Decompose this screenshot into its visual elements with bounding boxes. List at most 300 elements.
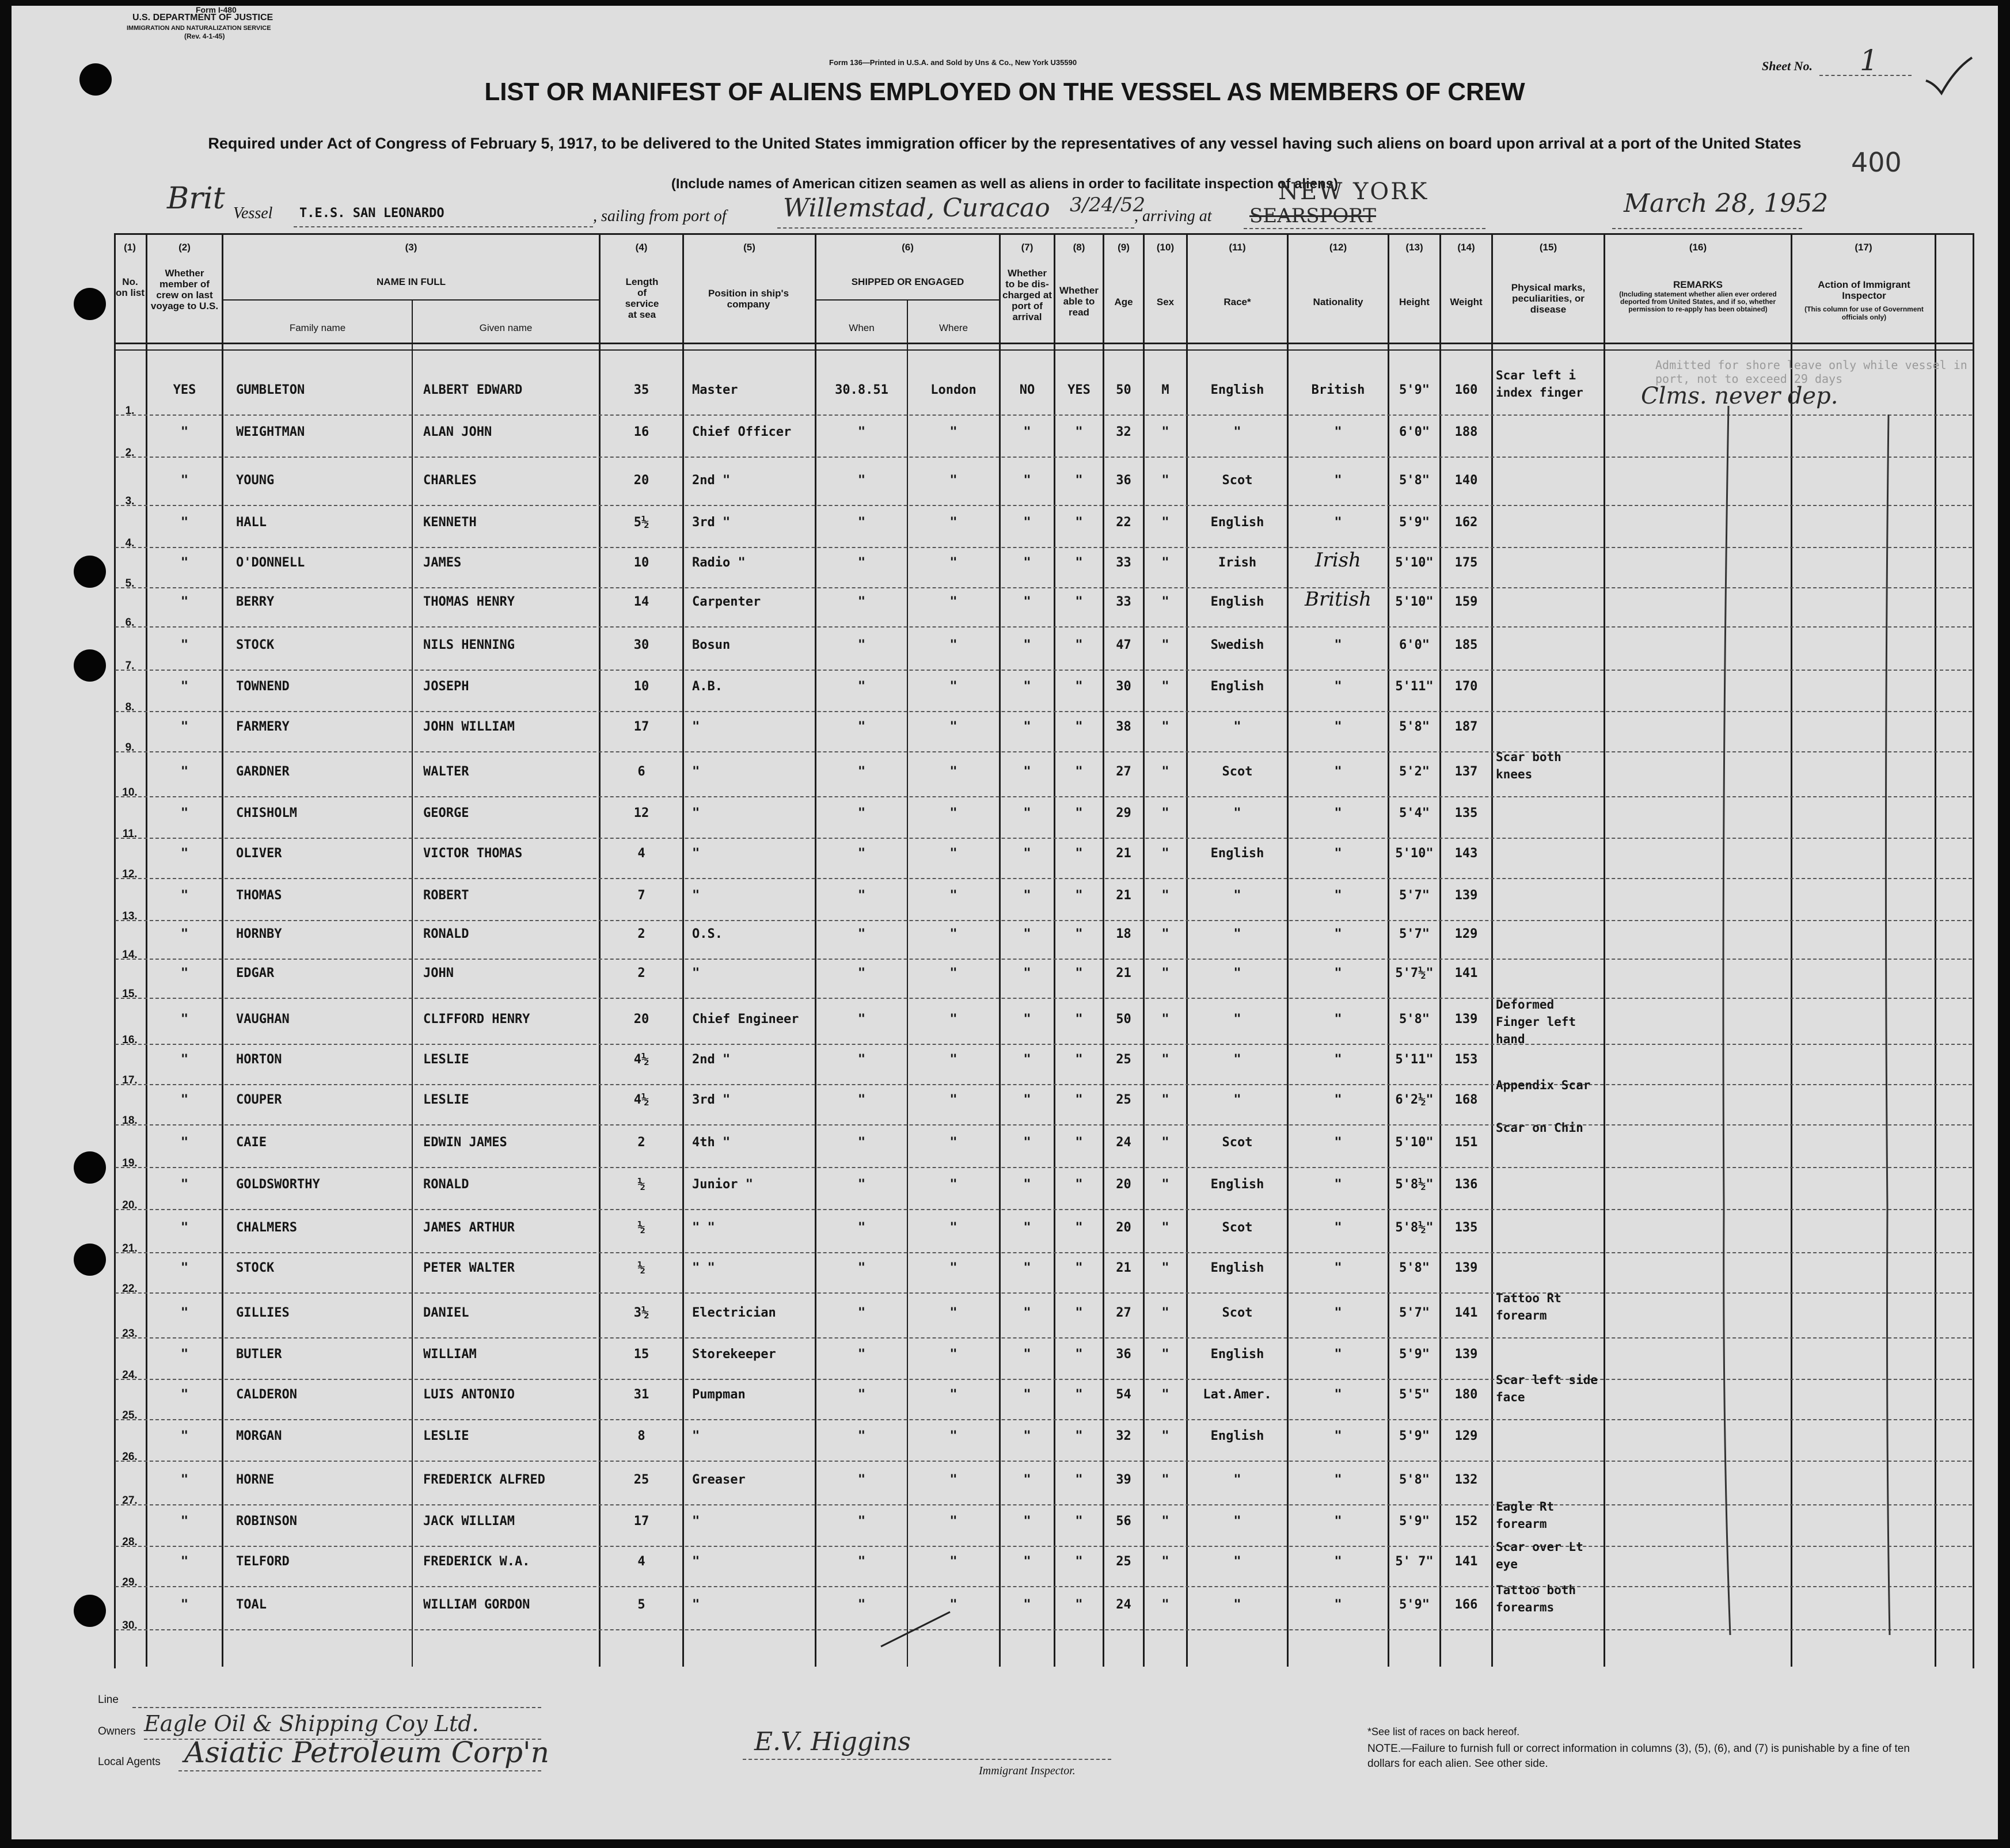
cell-discharged: " [1023, 1347, 1031, 1362]
cell-height: 6'2½" [1395, 1093, 1434, 1107]
row-number: 7. [125, 660, 135, 672]
col13-num: (13) [1405, 242, 1423, 253]
punch-hole [74, 556, 106, 588]
cell-read: " [1075, 515, 1083, 530]
cell-position: Pumpman [692, 1387, 746, 1402]
cell-height: 5'8½" [1395, 1220, 1434, 1235]
cell-given: FREDERICK ALFRED [423, 1473, 545, 1487]
col16-label: REMARKS [1673, 279, 1723, 290]
cell-when: " [857, 638, 866, 652]
col4-num: (4) [635, 242, 648, 253]
cell-service: 17 [633, 720, 649, 734]
cell-read: " [1075, 720, 1083, 734]
cell-when: " [857, 556, 866, 570]
cell-voyage: " [180, 720, 189, 734]
cell-where: " [949, 1261, 957, 1275]
cell-read: " [1075, 1387, 1083, 1402]
cell-nationality: " [1334, 1347, 1342, 1362]
cell-read: " [1075, 425, 1083, 439]
cell-discharged: " [1023, 1052, 1031, 1067]
cell-nationality: " [1334, 1387, 1342, 1402]
cell-height: 5'7" [1399, 888, 1430, 903]
cell-nationality: " [1334, 1598, 1342, 1612]
cell-given: LESLIE [423, 1429, 469, 1443]
cell-read: " [1075, 806, 1083, 820]
col2-label: Whether member of crew on last voyage to U.S. [150, 268, 219, 311]
cell-race: English [1210, 1177, 1264, 1192]
cell-family: STOCK [236, 638, 275, 652]
cell-sex: " [1161, 595, 1169, 609]
cell-voyage: " [180, 1387, 189, 1402]
cell-position: 2nd " [692, 473, 731, 488]
inspector-label: Immigrant Inspector. [979, 1765, 1076, 1777]
line-label: Line [98, 1694, 119, 1706]
cell-height: 5'11" [1395, 679, 1434, 694]
cell-race: Swedish [1210, 638, 1264, 652]
arriving-struck: SEARSPORT [1249, 204, 1376, 227]
cell-sex: " [1161, 1347, 1169, 1362]
cell-height: 5'11" [1395, 1052, 1434, 1067]
cell-nationality: " [1334, 1306, 1342, 1320]
cell-race: Scot [1222, 1220, 1253, 1235]
row-rule [115, 1629, 1972, 1630]
col7-num: (7) [1021, 242, 1034, 253]
arrival-date: March 28, 1952 [1624, 189, 1829, 218]
col-divider [1143, 233, 1145, 1667]
cell-read: " [1075, 1220, 1083, 1235]
cell-race: " [1233, 888, 1241, 903]
cell-given: JOSEPH [423, 679, 469, 694]
cell-weight: 160 [1454, 383, 1478, 397]
cell-weight: 151 [1454, 1135, 1478, 1150]
col17-sub: (This column for use of Government officials only) [1804, 305, 1924, 321]
punch-hole [74, 1244, 106, 1276]
races-note: *See list of races on back hereof. [1367, 1726, 1520, 1737]
row-rule [115, 1084, 1972, 1085]
cell-when: " [857, 966, 866, 980]
cell-voyage: " [180, 473, 189, 488]
department: U.S. DEPARTMENT OF JUSTICE [132, 13, 273, 22]
cell-discharged: " [1023, 425, 1031, 439]
cell-sex: " [1161, 638, 1169, 652]
cell-position: " [692, 1429, 700, 1443]
cell-voyage: " [180, 1306, 189, 1320]
cell-discharged: " [1023, 1429, 1031, 1443]
cell-sex: " [1161, 1387, 1169, 1402]
cell-voyage: " [180, 1514, 189, 1528]
cell-nationality: British [1305, 588, 1371, 611]
cell-height: 5'8½" [1395, 1177, 1434, 1192]
cell-discharged: " [1023, 1261, 1031, 1275]
cell-family: BERRY [236, 595, 275, 609]
cell-discharged: " [1023, 888, 1031, 903]
cell-service: 16 [633, 425, 649, 439]
cell-family: TOWNEND [236, 679, 290, 694]
cell-when: 30.8.51 [835, 383, 888, 397]
cell-race: Scot [1222, 1135, 1253, 1150]
cell-age: 50 [1116, 1012, 1131, 1026]
cell-discharged: " [1023, 1012, 1031, 1026]
cell-race: " [1233, 1052, 1241, 1067]
cell-position: " [692, 765, 700, 779]
cell-weight: 188 [1454, 425, 1478, 439]
ditto-lines [1716, 403, 1906, 1641]
cell-where: " [949, 679, 957, 694]
col9-label: Age [1114, 296, 1133, 307]
printer-line: Form 136—Printed in U.S.A. and Sold by Uns & Co., New York U35590 [829, 58, 1077, 67]
row-rule [115, 1124, 1972, 1125]
cell-marks: Tattoo Rt forearm [1496, 1291, 1561, 1322]
cell-discharged: " [1023, 595, 1031, 609]
cell-read: " [1075, 1261, 1083, 1275]
where-header: Where [938, 322, 968, 333]
cell-given: CLIFFORD HENRY [423, 1012, 530, 1026]
cell-service: 12 [633, 806, 649, 820]
cell-read: " [1075, 1429, 1083, 1443]
row-number: 22. [122, 1283, 138, 1295]
cell-weight: 153 [1454, 1052, 1478, 1067]
cell-race: " [1233, 720, 1241, 734]
cell-service: 35 [633, 383, 649, 397]
cell-nationality: Irish [1315, 549, 1361, 572]
cell-weight: 162 [1454, 515, 1478, 530]
cell-voyage: " [180, 1554, 189, 1569]
col-divider [146, 233, 147, 1667]
cell-where: " [949, 1093, 957, 1107]
cell-age: 54 [1116, 1387, 1131, 1402]
cell-when: " [857, 1387, 866, 1402]
cell-age: 21 [1116, 1261, 1131, 1275]
row-number: 23. [122, 1328, 138, 1340]
cell-weight: 185 [1454, 638, 1478, 652]
cell-race: English [1210, 1347, 1264, 1362]
col15-num: (15) [1539, 242, 1557, 253]
row-number: 27. [122, 1495, 138, 1507]
remarks-stamp: Admitted for shore leave only while vessel in port, not to exceed 29 days [1655, 358, 1967, 386]
cell-position: Storekeeper [692, 1347, 776, 1362]
cell-discharged: " [1023, 720, 1031, 734]
cell-weight: 136 [1454, 1177, 1478, 1192]
cell-height: 6'0" [1399, 425, 1430, 439]
signature-underline [743, 1759, 1111, 1760]
cell-race: English [1210, 1261, 1264, 1275]
cell-given: JAMES ARTHUR [423, 1220, 515, 1235]
cell-sex: " [1161, 1220, 1169, 1235]
cell-family: BUTLER [236, 1347, 282, 1362]
cell-family: EDGAR [236, 966, 275, 980]
cell-where: " [949, 425, 957, 439]
cell-nationality: " [1334, 966, 1342, 980]
row-number: 10. [122, 786, 138, 798]
cell-nationality: " [1334, 515, 1342, 530]
cell-when: " [857, 765, 866, 779]
cell-voyage: " [180, 1135, 189, 1150]
row-rule [115, 1461, 1972, 1462]
cell-given: JAMES [423, 556, 462, 570]
cell-age: 21 [1116, 846, 1131, 861]
cell-service: 8 [637, 1429, 645, 1443]
cell-voyage: " [180, 1177, 189, 1192]
cell-where: " [949, 846, 957, 861]
cell-sex: " [1161, 473, 1169, 488]
cell-age: 56 [1116, 1514, 1131, 1528]
cell-height: 5'9" [1399, 515, 1430, 530]
cell-sex: " [1161, 806, 1169, 820]
cell-weight: 166 [1454, 1598, 1478, 1612]
cell-race: English [1210, 595, 1264, 609]
cell-where: " [949, 1012, 957, 1026]
col17-label: Action of Immigrant Inspector [1818, 279, 1910, 301]
cell-service: 25 [633, 1473, 649, 1487]
cell-voyage: " [180, 927, 189, 941]
cell-service: 5½ [633, 515, 649, 530]
cell-service: 2 [637, 966, 645, 980]
cell-discharged: " [1023, 806, 1031, 820]
cell-voyage: " [180, 1598, 189, 1612]
cell-sex: " [1161, 1306, 1169, 1320]
cell-service: 7 [637, 888, 645, 903]
cell-position: O.S. [692, 927, 723, 941]
name-subrule [222, 299, 599, 301]
cell-family: STOCK [236, 1261, 275, 1275]
cell-age: 33 [1116, 595, 1131, 609]
cell-weight: 152 [1454, 1514, 1478, 1528]
cell-read: " [1075, 966, 1083, 980]
row-rule [115, 959, 1972, 960]
cell-service: 5 [637, 1598, 645, 1612]
col6-label: SHIPPED OR ENGAGED [851, 276, 964, 287]
row-rule [115, 1292, 1972, 1294]
cell-race: English [1210, 1429, 1264, 1443]
cell-position: Greaser [692, 1473, 746, 1487]
cell-read: " [1075, 927, 1083, 941]
cell-voyage: " [180, 638, 189, 652]
cell-sex: " [1161, 966, 1169, 980]
cell-race: " [1233, 927, 1241, 941]
cell-read: " [1075, 1473, 1083, 1487]
cell-race: Scot [1222, 473, 1253, 488]
cell-discharged: " [1023, 1306, 1031, 1320]
cell-nationality: " [1334, 1093, 1342, 1107]
cell-where: " [949, 1220, 957, 1235]
cell-discharged: " [1023, 966, 1031, 980]
cell-service: 6 [637, 765, 645, 779]
col16-num: (16) [1689, 242, 1707, 253]
cell-service: 4 [637, 846, 645, 861]
cell-discharged: " [1023, 1220, 1031, 1235]
cell-family: VAUGHAN [236, 1012, 290, 1026]
row-number: 19. [122, 1157, 138, 1169]
cell-position: 4th " [692, 1135, 731, 1150]
cell-race: " [1233, 1093, 1241, 1107]
cell-nationality: " [1334, 638, 1342, 652]
cell-discharged: " [1023, 765, 1031, 779]
cell-marks: Scar both knees [1496, 750, 1561, 781]
col14-num: (14) [1457, 242, 1475, 253]
col5-num: (5) [743, 242, 755, 253]
cell-race: " [1233, 1514, 1241, 1528]
cell-height: 5'9" [1399, 1347, 1430, 1362]
agents-underline [178, 1770, 541, 1771]
row-rule [115, 838, 1972, 839]
cell-discharged: " [1023, 1598, 1031, 1612]
cell-race: " [1233, 1473, 1241, 1487]
row-number: 21. [122, 1242, 138, 1254]
cell-family: GUMBLETON [236, 383, 305, 397]
cell-voyage: " [180, 679, 189, 694]
manifest-page [12, 6, 1998, 1839]
cell-sex: " [1161, 679, 1169, 694]
col-divider [1103, 233, 1104, 1667]
row-number: 13. [122, 910, 138, 922]
cell-sex: " [1161, 1598, 1169, 1612]
cell-height: 5'10" [1395, 595, 1434, 609]
cell-when: " [857, 1052, 866, 1067]
cell-given: RONALD [423, 1177, 469, 1192]
cell-height: 5' 7" [1395, 1554, 1434, 1569]
row-number: 24. [122, 1369, 138, 1381]
cell-nationality: " [1334, 1052, 1342, 1067]
cell-where: " [949, 806, 957, 820]
cell-family: ROBINSON [236, 1514, 297, 1528]
cell-age: 21 [1116, 888, 1131, 903]
cell-age: 32 [1116, 425, 1131, 439]
cell-service: 10 [633, 679, 649, 694]
cell-given: LUIS ANTONIO [423, 1387, 515, 1402]
cell-height: 5'7" [1399, 927, 1430, 941]
cell-position: " [692, 1598, 700, 1612]
cell-family: HALL [236, 515, 267, 530]
row-number: 20. [122, 1199, 138, 1211]
cell-age: 30 [1116, 679, 1131, 694]
cell-age: 32 [1116, 1429, 1131, 1443]
cell-height: 6'0" [1399, 638, 1430, 652]
row-rule [115, 1209, 1972, 1210]
cell-given: WILLIAM GORDON [423, 1598, 530, 1612]
cell-height: 5'8" [1399, 1261, 1430, 1275]
cell-given: PETER WALTER [423, 1261, 515, 1275]
cell-where: " [949, 638, 957, 652]
cell-when: " [857, 806, 866, 820]
cell-family: MORGAN [236, 1429, 282, 1443]
row-rule [115, 1586, 1972, 1587]
cell-sex: " [1161, 1554, 1169, 1569]
cell-weight: 180 [1454, 1387, 1478, 1402]
cell-where: " [949, 1135, 957, 1150]
cell-voyage: " [180, 765, 189, 779]
cell-discharged: " [1023, 846, 1031, 861]
cell-discharged: " [1023, 1177, 1031, 1192]
col12-num: (12) [1329, 242, 1347, 253]
cell-given: ALAN JOHN [423, 425, 492, 439]
cell-read: " [1075, 1347, 1083, 1362]
cell-discharged: " [1023, 1473, 1031, 1487]
cell-sex: " [1161, 425, 1169, 439]
cell-position: Chief Officer [692, 425, 792, 439]
vessel-name: T.E.S. SAN LEONARDO [299, 206, 444, 220]
col-divider [1186, 233, 1188, 1667]
punch-hole [74, 288, 106, 320]
row-number: 17. [122, 1074, 138, 1086]
cell-voyage: " [180, 966, 189, 980]
cell-service: 20 [633, 473, 649, 488]
col1-label: No. on list [115, 276, 145, 298]
cell-voyage: " [180, 595, 189, 609]
cell-when: " [857, 1598, 866, 1612]
cell-read: " [1075, 595, 1083, 609]
cell-voyage: " [180, 515, 189, 530]
cell-weight: 175 [1454, 556, 1478, 570]
col15-label: Physical marks, peculiarities, or disease [1511, 282, 1586, 315]
col3-label: NAME IN FULL [377, 276, 446, 287]
col-divider [599, 233, 601, 1667]
cell-discharged: " [1023, 1554, 1031, 1569]
cell-nationality: " [1334, 1220, 1342, 1235]
cell-discharged: " [1023, 1135, 1031, 1150]
cell-height: 5'5" [1399, 1387, 1430, 1402]
cell-position: " [692, 720, 700, 734]
cell-nationality: " [1334, 1554, 1342, 1569]
cell-family: TELFORD [236, 1554, 290, 1569]
cell-weight: 139 [1454, 1261, 1478, 1275]
row-number: 14. [122, 949, 138, 961]
cell-position: Radio " [692, 556, 746, 570]
cell-when: " [857, 515, 866, 530]
cell-given: JOHN [423, 966, 454, 980]
cell-height: 5'9" [1399, 1429, 1430, 1443]
cell-service: 2 [637, 927, 645, 941]
sailing-underline [777, 227, 1134, 229]
cell-when: " [857, 1554, 866, 1569]
cell-marks: Scar left i index finger [1496, 368, 1583, 400]
cell-family: GARDNER [236, 765, 290, 779]
col-divider [682, 233, 684, 1667]
cell-nationality: " [1334, 1514, 1342, 1528]
cell-nationality: " [1334, 425, 1342, 439]
row-rule [115, 920, 1972, 921]
cell-race: Lat.Amer. [1203, 1387, 1272, 1402]
col10-num: (10) [1156, 242, 1175, 253]
cell-read: " [1075, 1306, 1083, 1320]
cell-where: " [949, 595, 957, 609]
cell-nationality: British [1311, 383, 1365, 397]
row-rule [115, 457, 1972, 458]
cell-discharged: " [1023, 556, 1031, 570]
col-divider [999, 233, 1001, 1667]
row-rule [115, 1044, 1972, 1045]
cell-discharged: " [1023, 1093, 1031, 1107]
row-rule [115, 1419, 1972, 1420]
row-rule [115, 1252, 1972, 1253]
cell-sex: M [1161, 383, 1169, 397]
cell-where: " [949, 927, 957, 941]
cell-marks: Tattoo both forearms [1496, 1583, 1576, 1614]
cell-height: 5'8" [1399, 1012, 1430, 1026]
cell-age: 33 [1116, 556, 1131, 570]
punch-hole [79, 63, 112, 96]
cell-voyage: " [180, 1052, 189, 1067]
cell-position: Junior " [692, 1177, 753, 1192]
col11-num: (11) [1229, 242, 1246, 253]
cell-weight: 135 [1454, 806, 1478, 820]
cell-position: Electrician [692, 1306, 776, 1320]
cell-nationality: " [1334, 1135, 1342, 1150]
cell-when: " [857, 1347, 866, 1362]
col-divider [222, 233, 223, 1667]
cell-voyage: " [180, 1473, 189, 1487]
cell-position: " " [692, 1220, 715, 1235]
cell-read: " [1075, 1514, 1083, 1528]
